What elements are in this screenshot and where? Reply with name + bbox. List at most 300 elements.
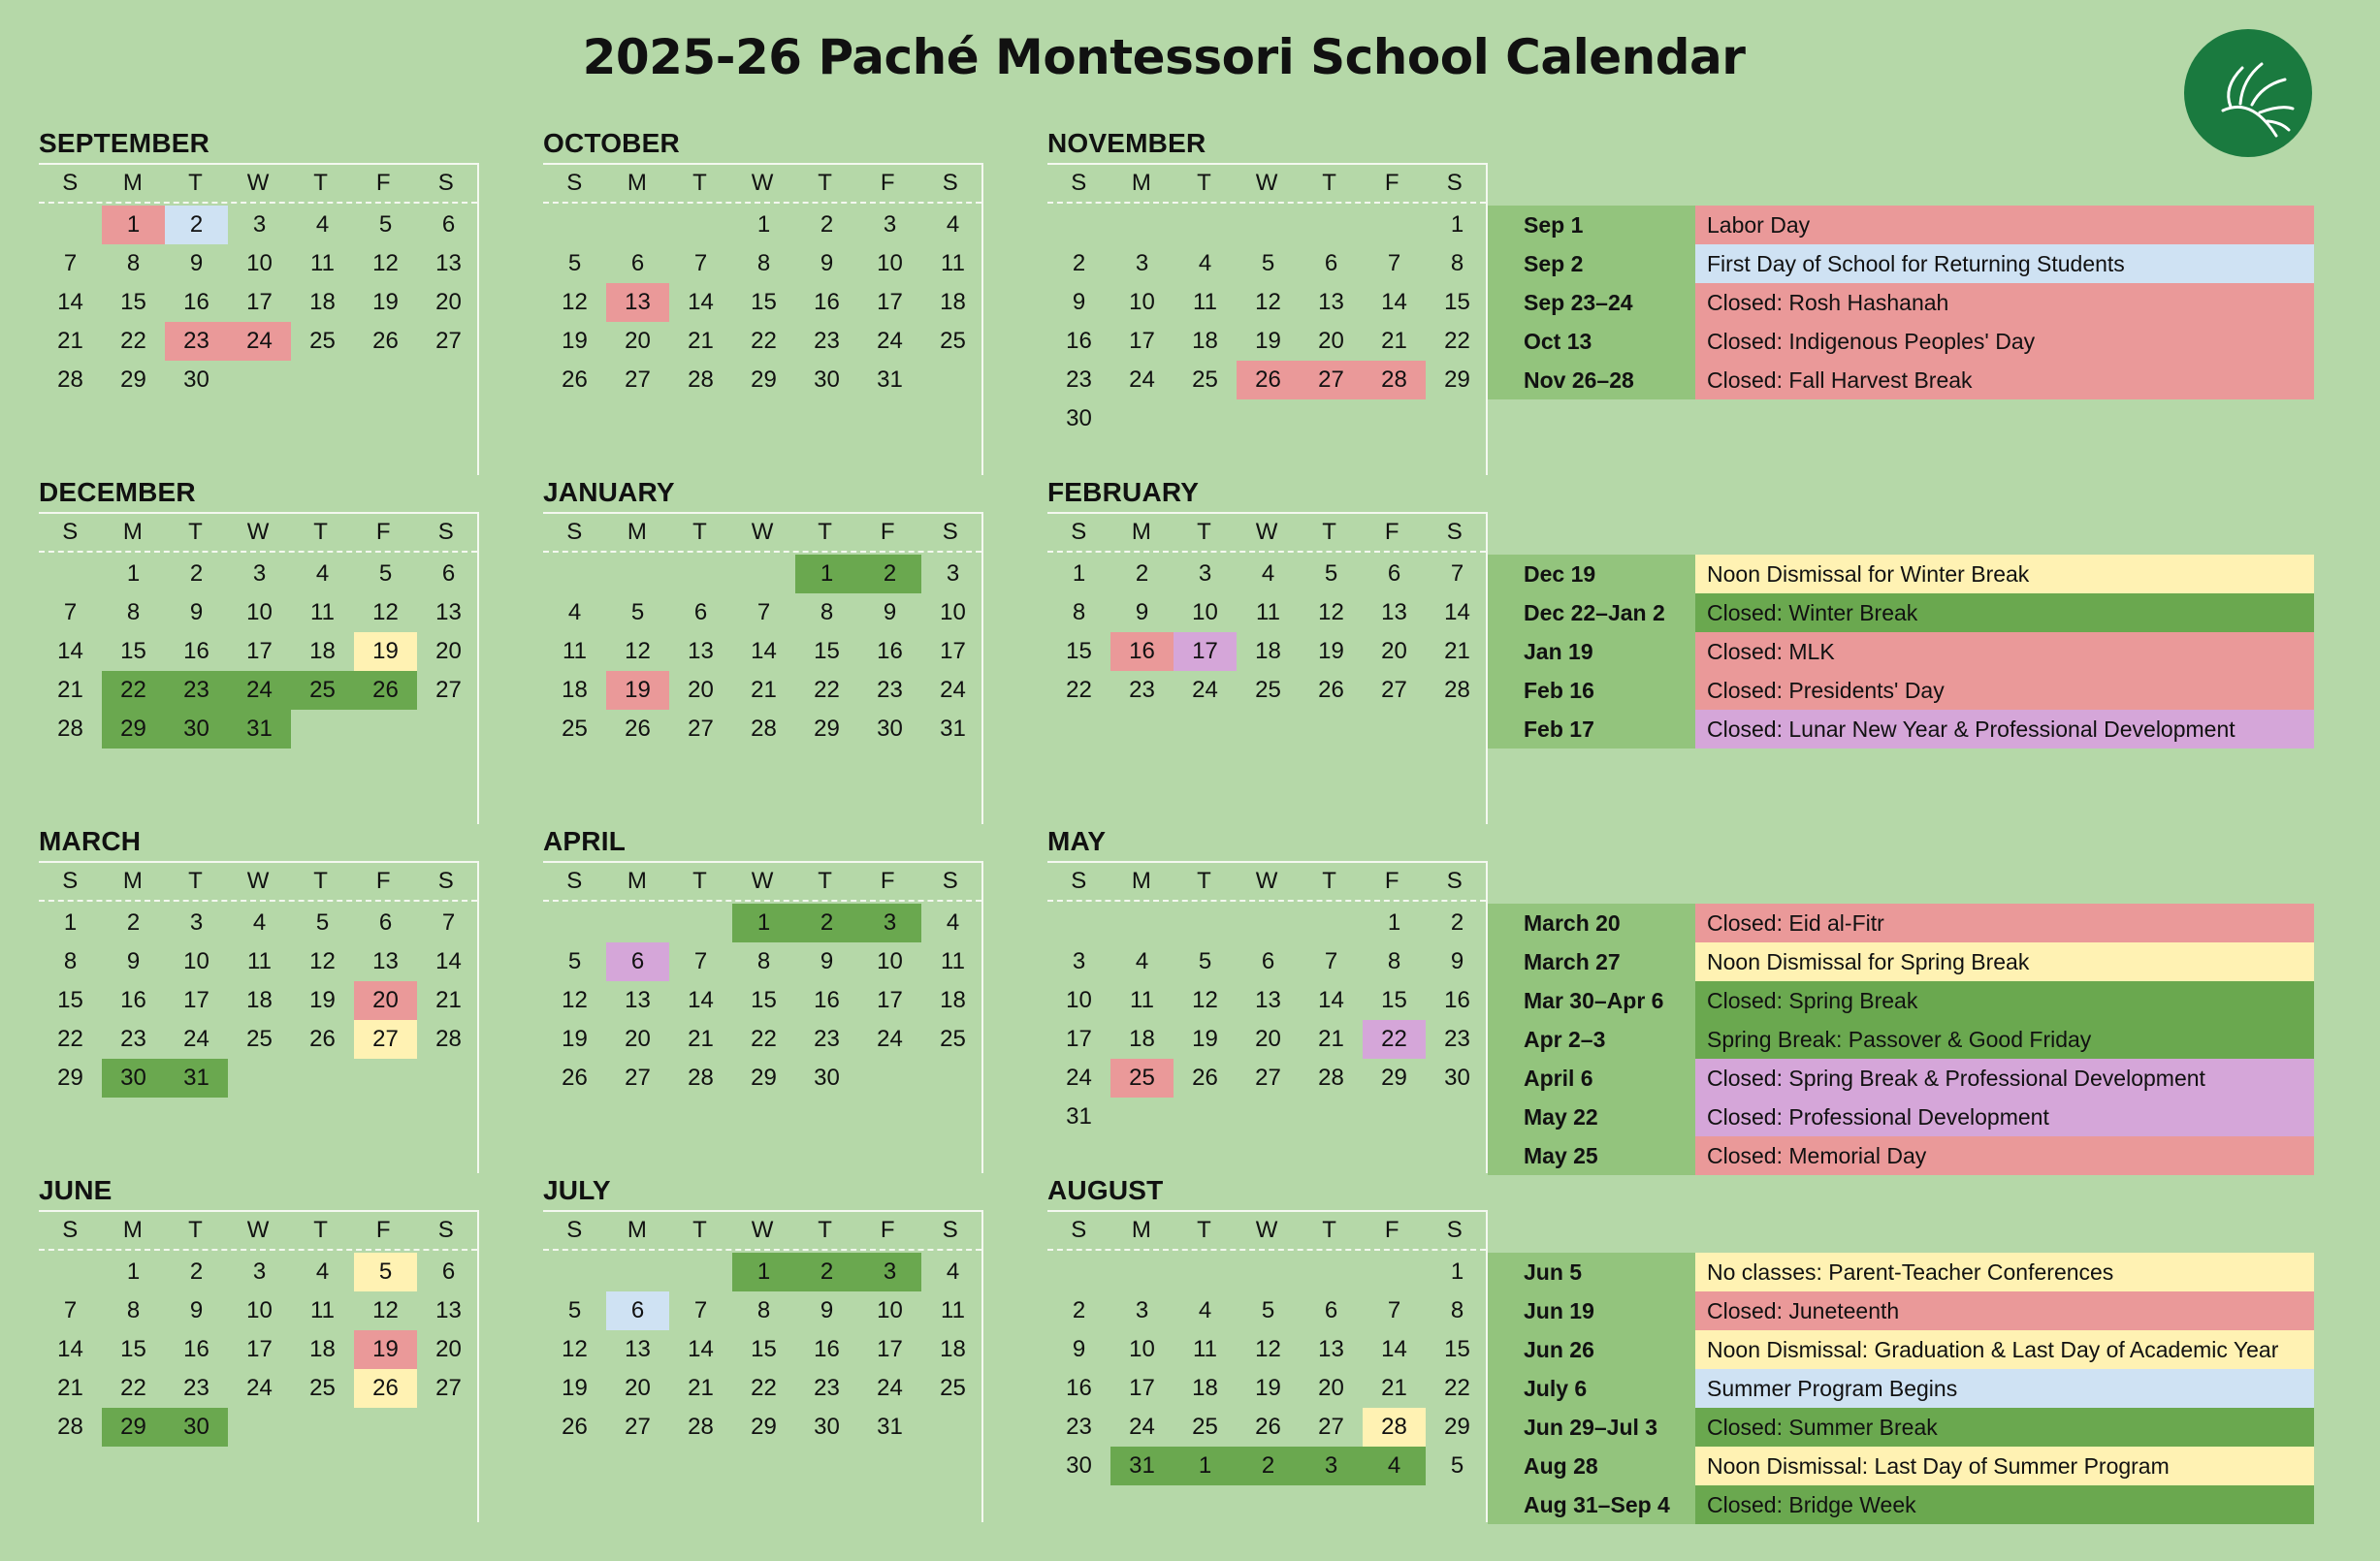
day-cell: 17 <box>1066 1026 1092 1052</box>
weekday-header: M <box>627 1217 647 1243</box>
weekday-header: S <box>942 519 958 545</box>
day-cell: 27 <box>435 677 462 703</box>
legend-event: Closed: Winter Break <box>1695 593 2314 632</box>
day-cell: 17 <box>877 987 903 1013</box>
weekday-header: T <box>818 519 832 545</box>
legend-date: Dec 22–Jan 2 <box>1488 593 1695 632</box>
day-cell: 26 <box>562 1414 588 1440</box>
day-cell: 15 <box>120 1336 146 1362</box>
day-cell: 26 <box>309 1026 336 1052</box>
day-cell: 27 <box>354 1020 417 1059</box>
day-cell: 11 <box>941 1297 965 1323</box>
day-cell: 19 <box>372 289 399 315</box>
day-cell: 18 <box>309 638 336 664</box>
weekday-header: S <box>437 1217 454 1243</box>
day-cell: 14 <box>1381 1336 1407 1362</box>
day-cell: 17 <box>877 1336 903 1362</box>
weekday-header: M <box>1131 519 1151 545</box>
day-cell: 12 <box>1255 289 1281 315</box>
day-cell: 22 <box>1444 328 1470 354</box>
month-name: JULY <box>543 1175 611 1205</box>
day-cell: 27 <box>1255 1065 1281 1091</box>
day-cell: 18 <box>940 987 966 1013</box>
day-cell: 29 <box>751 366 777 393</box>
legend-row <box>1488 361 2314 399</box>
month-name: AUGUST <box>1047 1175 1164 1205</box>
day-cell: 23 <box>814 1375 840 1401</box>
day-cell: 24 <box>1066 1065 1092 1091</box>
weekday-header: F <box>375 519 391 545</box>
day-cell: 14 <box>751 638 777 664</box>
day-cell: 30 <box>1066 1452 1092 1479</box>
weekday-header: S <box>437 868 454 894</box>
day-cell: 9 <box>1135 599 1149 625</box>
day-cell: 31 <box>1110 1447 1174 1485</box>
day-cell: 5 <box>378 560 393 587</box>
day-cell: 16 <box>814 1336 840 1362</box>
day-cell: 30 <box>1444 1065 1470 1091</box>
day-cell: 19 <box>562 1026 588 1052</box>
day-cell: 4 <box>315 1258 330 1285</box>
day-cell: 13 <box>435 599 462 625</box>
day-cell: 3 <box>252 1258 267 1285</box>
legend-date: March 20 <box>1488 904 1695 942</box>
legend-event: Closed: Eid al-Fitr <box>1695 904 2314 942</box>
day-cell: 30 <box>165 710 228 749</box>
legend-date: Oct 13 <box>1488 322 1695 361</box>
day-cell: 11 <box>563 638 587 664</box>
day-cell: 19 <box>1192 1026 1218 1052</box>
day-cell: 6 <box>630 250 645 276</box>
day-cell: 2 <box>795 1253 858 1291</box>
day-cell: 2 <box>820 211 834 238</box>
day-cell: 1 <box>102 206 165 244</box>
day-cell: 19 <box>309 987 336 1013</box>
weekday-header: T <box>313 170 328 196</box>
day-cell: 16 <box>814 289 840 315</box>
day-cell: 17 <box>183 987 209 1013</box>
month-grid <box>39 163 479 475</box>
day-cell: 6 <box>441 1258 456 1285</box>
legend-row <box>1488 244 2314 283</box>
day-cell: 3 <box>1072 948 1086 974</box>
day-cell: 10 <box>246 250 273 276</box>
day-cell: 28 <box>1318 1065 1344 1091</box>
legend-row <box>1488 710 2314 749</box>
day-cell: 30 <box>165 1408 228 1447</box>
day-cell: 18 <box>562 677 588 703</box>
month-grid <box>543 512 983 824</box>
weekday-header: T <box>1322 519 1336 545</box>
day-cell: 8 <box>1387 948 1401 974</box>
day-cell: 5 <box>378 211 393 238</box>
day-cell: 5 <box>1261 250 1275 276</box>
day-cell: 3 <box>1135 250 1149 276</box>
legend-event: Closed: Summer Break <box>1695 1408 2314 1447</box>
day-cell: 8 <box>756 1297 771 1323</box>
legend-date: Jun 26 <box>1488 1330 1695 1369</box>
weekday-header: W <box>751 519 774 545</box>
day-cell: 12 <box>309 948 336 974</box>
day-cell: 11 <box>310 250 335 276</box>
month-grid <box>39 861 479 1173</box>
day-cell: 23 <box>165 322 228 361</box>
legend-date: Sep 23–24 <box>1488 283 1695 322</box>
weekday-header: S <box>566 868 583 894</box>
day-cell: 26 <box>354 1369 417 1408</box>
day-cell: 5 <box>1261 1297 1275 1323</box>
month-name: SEPTEMBER <box>39 128 210 158</box>
legend-row <box>1488 1485 2314 1524</box>
day-cell: 21 <box>688 1026 714 1052</box>
day-cell: 25 <box>246 1026 273 1052</box>
day-cell: 21 <box>688 1375 714 1401</box>
weekday-header-row <box>543 514 981 553</box>
legend-row <box>1488 904 2314 942</box>
day-cell: 15 <box>814 638 840 664</box>
weekday-header: S <box>62 519 79 545</box>
day-cell: 12 <box>625 638 651 664</box>
legend-date: May 22 <box>1488 1098 1695 1136</box>
legend-event: Closed: Juneteenth <box>1695 1291 2314 1330</box>
weekday-header: W <box>1255 519 1278 545</box>
weekday-header: T <box>692 170 707 196</box>
weekday-header: W <box>246 519 270 545</box>
legend-event: Closed: Lunar New Year & Professional Development <box>1695 710 2314 749</box>
weekday-header: T <box>1322 170 1336 196</box>
day-cell: 18 <box>1255 638 1281 664</box>
day-cell: 2 <box>1135 560 1149 587</box>
day-cell: 26 <box>1237 361 1300 399</box>
day-cell: 6 <box>441 560 456 587</box>
month-name: JUNE <box>39 1175 113 1205</box>
day-cell: 21 <box>751 677 777 703</box>
day-cell: 3 <box>252 211 267 238</box>
day-cell: 2 <box>1237 1447 1300 1485</box>
weekday-header: T <box>818 170 832 196</box>
day-cell: 3 <box>1198 560 1212 587</box>
weekday-header: S <box>566 519 583 545</box>
day-cell: 8 <box>126 1297 141 1323</box>
legend-event: Closed: Bridge Week <box>1695 1485 2314 1524</box>
day-cell: 22 <box>1444 1375 1470 1401</box>
day-cell: 7 <box>1324 948 1338 974</box>
legend-row <box>1488 981 2314 1020</box>
day-cell: 8 <box>1450 250 1464 276</box>
month-grid <box>39 1210 479 1522</box>
month-name: FEBRUARY <box>1047 477 1200 507</box>
day-cell: 24 <box>940 677 966 703</box>
weekday-header: F <box>880 1217 895 1243</box>
day-cell: 27 <box>1381 677 1407 703</box>
day-cell: 28 <box>57 716 83 742</box>
day-cell: 30 <box>814 366 840 393</box>
day-cell: 8 <box>756 250 771 276</box>
day-cell: 24 <box>183 1026 209 1052</box>
weekday-header: T <box>818 1217 832 1243</box>
weekday-header-row <box>39 165 477 204</box>
day-cell: 22 <box>120 1375 146 1401</box>
day-cell: 14 <box>688 987 714 1013</box>
weekday-header: S <box>1446 868 1463 894</box>
day-cell: 2 <box>795 904 858 942</box>
month-grid <box>39 512 479 824</box>
day-cell: 22 <box>102 671 165 710</box>
weekday-header: F <box>880 170 895 196</box>
month-name: OCTOBER <box>543 128 680 158</box>
weekday-header: M <box>122 170 143 196</box>
day-cell: 2 <box>1072 250 1086 276</box>
legend-event: Noon Dismissal: Last Day of Summer Program <box>1695 1447 2314 1485</box>
day-cell: 4 <box>252 909 267 936</box>
weekday-header: S <box>942 170 958 196</box>
day-cell: 28 <box>1363 1408 1426 1447</box>
day-cell: 24 <box>228 322 291 361</box>
day-cell: 12 <box>1192 987 1218 1013</box>
day-cell: 18 <box>246 987 273 1013</box>
legend-date: Jun 5 <box>1488 1253 1695 1291</box>
day-cell: 26 <box>372 328 399 354</box>
weekday-header: M <box>627 868 647 894</box>
day-cell: 30 <box>1066 405 1092 431</box>
weekday-header: T <box>1322 868 1336 894</box>
day-cell: 16 <box>183 1336 209 1362</box>
day-cell: 29 <box>1444 1414 1470 1440</box>
day-cell: 17 <box>940 638 966 664</box>
weekday-header: S <box>1446 170 1463 196</box>
month-grid <box>1047 512 1488 824</box>
legend-date: Apr 2–3 <box>1488 1020 1695 1059</box>
legend-row <box>1488 1098 2314 1136</box>
day-cell: 1 <box>732 1253 795 1291</box>
day-cell: 10 <box>877 250 903 276</box>
day-cell: 28 <box>688 1414 714 1440</box>
legend-date: Jan 19 <box>1488 632 1695 671</box>
day-cell: 14 <box>435 948 462 974</box>
day-cell: 21 <box>1381 328 1407 354</box>
weekday-header-row <box>543 1212 981 1251</box>
day-cell: 12 <box>562 1336 588 1362</box>
day-cell: 31 <box>877 366 903 393</box>
olive-branch-icon <box>2184 29 2312 157</box>
weekday-header: W <box>246 170 270 196</box>
day-cell: 17 <box>246 638 273 664</box>
day-cell: 17 <box>1174 632 1237 671</box>
day-cell: 13 <box>1318 1336 1344 1362</box>
day-cell: 8 <box>126 250 141 276</box>
day-cell: 11 <box>1193 289 1217 315</box>
day-cell: 24 <box>877 1375 903 1401</box>
day-cell: 10 <box>246 599 273 625</box>
day-cell: 1 <box>732 904 795 942</box>
day-cell: 9 <box>820 250 834 276</box>
day-cell: 14 <box>57 289 83 315</box>
weekday-header: F <box>880 519 895 545</box>
day-cell: 20 <box>435 289 462 315</box>
legend-row <box>1488 1059 2314 1098</box>
day-cell: 23 <box>1129 677 1155 703</box>
day-cell: 14 <box>1318 987 1344 1013</box>
day-cell: 20 <box>688 677 714 703</box>
day-cell: 9 <box>189 250 204 276</box>
day-cell: 7 <box>63 1297 78 1323</box>
day-cell: 22 <box>1363 1020 1426 1059</box>
day-cell: 1 <box>1072 560 1086 587</box>
day-cell: 6 <box>1324 250 1338 276</box>
weekday-header: S <box>437 170 454 196</box>
day-cell: 5 <box>1450 1452 1464 1479</box>
day-cell: 6 <box>606 942 669 981</box>
day-cell: 24 <box>228 671 291 710</box>
day-cell: 30 <box>814 1065 840 1091</box>
month-grid <box>1047 163 1488 475</box>
day-cell: 13 <box>625 1336 651 1362</box>
day-cell: 3 <box>189 909 204 936</box>
day-cell: 31 <box>1066 1103 1092 1130</box>
weekday-header-row <box>39 514 477 553</box>
weekday-header: M <box>122 1217 143 1243</box>
weekday-header-row <box>543 165 981 204</box>
day-cell: 1 <box>63 909 78 936</box>
day-cell: 17 <box>1129 328 1155 354</box>
month-name: NOVEMBER <box>1047 128 1206 158</box>
day-cell: 2 <box>165 206 228 244</box>
weekday-header: M <box>122 868 143 894</box>
day-cell: 6 <box>1387 560 1401 587</box>
day-cell: 27 <box>1300 361 1363 399</box>
day-cell: 10 <box>940 599 966 625</box>
legend-event: Noon Dismissal: Graduation & Last Day of Academic Year <box>1695 1330 2314 1369</box>
day-cell: 9 <box>883 599 897 625</box>
weekday-header: W <box>751 868 774 894</box>
legend-event: Closed: MLK <box>1695 632 2314 671</box>
day-cell: 22 <box>57 1026 83 1052</box>
weekday-header: T <box>1197 1217 1211 1243</box>
day-cell: 9 <box>189 599 204 625</box>
legend-event: Closed: Professional Development <box>1695 1098 2314 1136</box>
weekday-header: T <box>818 868 832 894</box>
legend-row <box>1488 1253 2314 1291</box>
month-grid <box>1047 861 1488 1173</box>
day-cell: 31 <box>165 1059 228 1098</box>
legend-row <box>1488 1447 2314 1485</box>
weekday-header-row <box>1047 514 1486 553</box>
weekday-header: T <box>692 868 707 894</box>
day-cell: 21 <box>688 328 714 354</box>
day-cell: 10 <box>877 948 903 974</box>
day-cell: 26 <box>1192 1065 1218 1091</box>
day-cell: 24 <box>246 1375 273 1401</box>
day-cell: 29 <box>102 1408 165 1447</box>
day-cell: 29 <box>120 366 146 393</box>
day-cell: 3 <box>946 560 960 587</box>
day-cell: 19 <box>606 671 669 710</box>
day-cell: 19 <box>1255 328 1281 354</box>
legend-event: Closed: Spring Break <box>1695 981 2314 1020</box>
day-cell: 22 <box>751 328 777 354</box>
weekday-header: M <box>627 519 647 545</box>
weekday-header: W <box>751 1217 774 1243</box>
day-cell: 4 <box>946 1258 960 1285</box>
day-cell: 5 <box>567 250 582 276</box>
day-cell: 20 <box>1318 328 1344 354</box>
day-cell: 20 <box>435 638 462 664</box>
day-cell: 4 <box>1261 560 1275 587</box>
day-cell: 12 <box>1255 1336 1281 1362</box>
legend-event: Closed: Indigenous Peoples' Day <box>1695 322 2314 361</box>
month-name: MAY <box>1047 826 1107 856</box>
day-cell: 7 <box>693 948 708 974</box>
day-cell: 28 <box>1363 361 1426 399</box>
weekday-header-row <box>1047 165 1486 204</box>
weekday-header: M <box>122 519 143 545</box>
day-cell: 27 <box>435 1375 462 1401</box>
weekday-header: S <box>1071 1217 1087 1243</box>
legend-row <box>1488 1020 2314 1059</box>
day-cell: 23 <box>120 1026 146 1052</box>
weekday-header: W <box>1255 170 1278 196</box>
day-cell: 1 <box>1450 211 1464 238</box>
day-cell: 13 <box>625 987 651 1013</box>
month-name: MARCH <box>39 826 142 856</box>
weekday-header: T <box>1197 519 1211 545</box>
legend-row <box>1488 593 2314 632</box>
day-cell: 20 <box>1318 1375 1344 1401</box>
day-cell: 21 <box>1381 1375 1407 1401</box>
legend-row <box>1488 1330 2314 1369</box>
legend-date: Mar 30–Apr 6 <box>1488 981 1695 1020</box>
day-cell: 7 <box>1450 560 1464 587</box>
day-cell: 22 <box>751 1026 777 1052</box>
weekday-header: F <box>1384 170 1399 196</box>
day-cell: 7 <box>756 599 771 625</box>
weekday-header: F <box>375 1217 391 1243</box>
legend-event: Closed: Memorial Day <box>1695 1136 2314 1175</box>
weekday-header: S <box>942 1217 958 1243</box>
legend-event: First Day of School for Returning Students <box>1695 244 2314 283</box>
weekday-header: S <box>1071 170 1087 196</box>
month-grid <box>543 163 983 475</box>
day-cell: 23 <box>165 671 228 710</box>
day-cell: 31 <box>940 716 966 742</box>
day-cell: 24 <box>1129 366 1155 393</box>
day-cell: 2 <box>126 909 141 936</box>
day-cell: 15 <box>751 1336 777 1362</box>
day-cell: 10 <box>246 1297 273 1323</box>
day-cell: 26 <box>1318 677 1344 703</box>
legend-event: Labor Day <box>1695 206 2314 244</box>
day-cell: 7 <box>63 250 78 276</box>
legend-row <box>1488 942 2314 981</box>
weekday-header: T <box>692 519 707 545</box>
day-cell: 7 <box>441 909 456 936</box>
day-cell: 20 <box>435 1336 462 1362</box>
day-cell: 8 <box>756 948 771 974</box>
weekday-header: T <box>1322 1217 1336 1243</box>
legend-row <box>1488 555 2314 593</box>
day-cell: 26 <box>354 671 417 710</box>
day-cell: 17 <box>246 289 273 315</box>
day-cell: 21 <box>1444 638 1470 664</box>
day-cell: 20 <box>1255 1026 1281 1052</box>
day-cell: 5 <box>630 599 645 625</box>
day-cell: 25 <box>1192 1414 1218 1440</box>
day-cell: 23 <box>1066 1414 1092 1440</box>
day-cell: 30 <box>814 1414 840 1440</box>
day-cell: 28 <box>688 1065 714 1091</box>
day-cell: 5 <box>354 1253 417 1291</box>
day-cell: 18 <box>1192 1375 1218 1401</box>
